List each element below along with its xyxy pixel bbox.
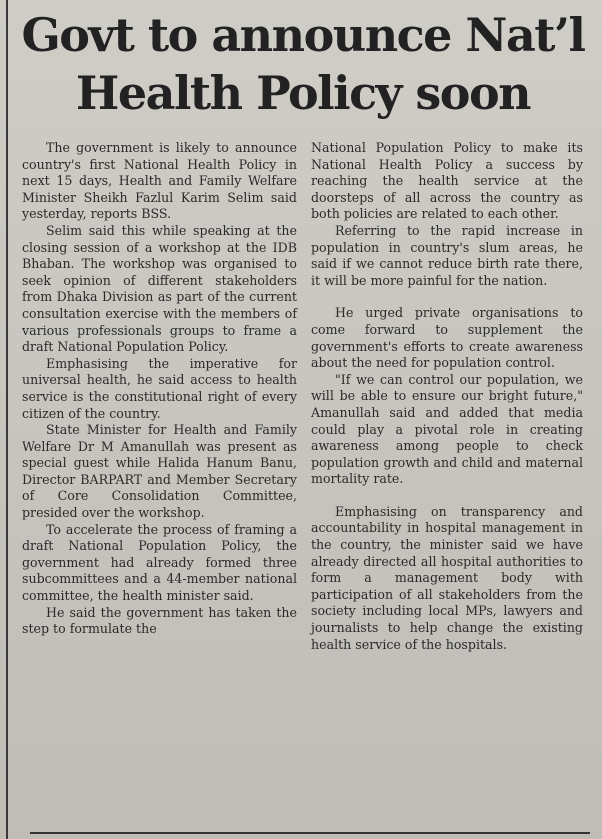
- article-column-left: [22, 140, 297, 638]
- headline: [18, 6, 588, 122]
- paragraph: Emphasising the imperative for universal health, he said access to health service is the constitutional right of every citizen of the country.: [22, 355, 297, 421]
- paragraph: He said the government has taken the step to formulate the: [22, 604, 297, 637]
- paragraph: "If we can control our population, we will be able to ensure our bright future," Amanullah said and added that media could play a pivotal role in creating awareness among people to check population growth and child and maternal mortality rate.: [311, 371, 583, 487]
- article-column-right: [311, 140, 583, 653]
- paragraph: National Population Policy to make its National Health Policy a success by reaching the health service at the doorsteps of all across the country as both policies are related to each other.: [311, 140, 583, 222]
- paragraph: Emphasising on transparency and accountability in hospital management in the country, the minister said we have already directed all hospital authorities to form a management body with participation of all stakeholders from the society including local MPs, lawyers and journalists to help change the existing health service of the hospitals.: [311, 503, 583, 652]
- column-rule: [6, 0, 8, 839]
- paragraph: Referring to the rapid increase in population in country's slum areas, he said if we cannot reduce birth rate there, it will be more painful for the nation.: [311, 222, 583, 288]
- paragraph: To accelerate the process of framing a draft National Population Policy, the government had already formed three subcommittees and a 44-member national committee, the health minister said.: [22, 521, 297, 604]
- headline-line-2: Health Policy soon: [75, 66, 531, 120]
- paragraph: Selim said this while speaking at the closing session of a workshop at the IDB Bhaban. The workshop was organised to seek opinion of different stakeholders from Dhaka Division as part of the current consultation exercise with the members of various professionals groups to frame a draft National Population Policy.: [22, 222, 297, 355]
- paragraph: State Minister for Health and Family Welfare Dr M Amanullah was present as special guest while Halida Hanum Banu, Director BARPART and Member Secretary of Core Consolidation Committee, presided over the workshop.: [22, 422, 297, 521]
- paragraph: He urged private organisations to come forward to supplement the government's efforts to create awareness about the need for population control.: [311, 305, 583, 371]
- headline-line-1: Govt to announce Nat’l: [21, 8, 585, 62]
- bottom-rule: [30, 832, 590, 834]
- paragraph: The government is likely to announce country's first National Health Policy in next 15 days, Health and Family Welfare Minister Sheikh Fazlul Karim Selim said yesterday, reports BSS.: [22, 140, 297, 222]
